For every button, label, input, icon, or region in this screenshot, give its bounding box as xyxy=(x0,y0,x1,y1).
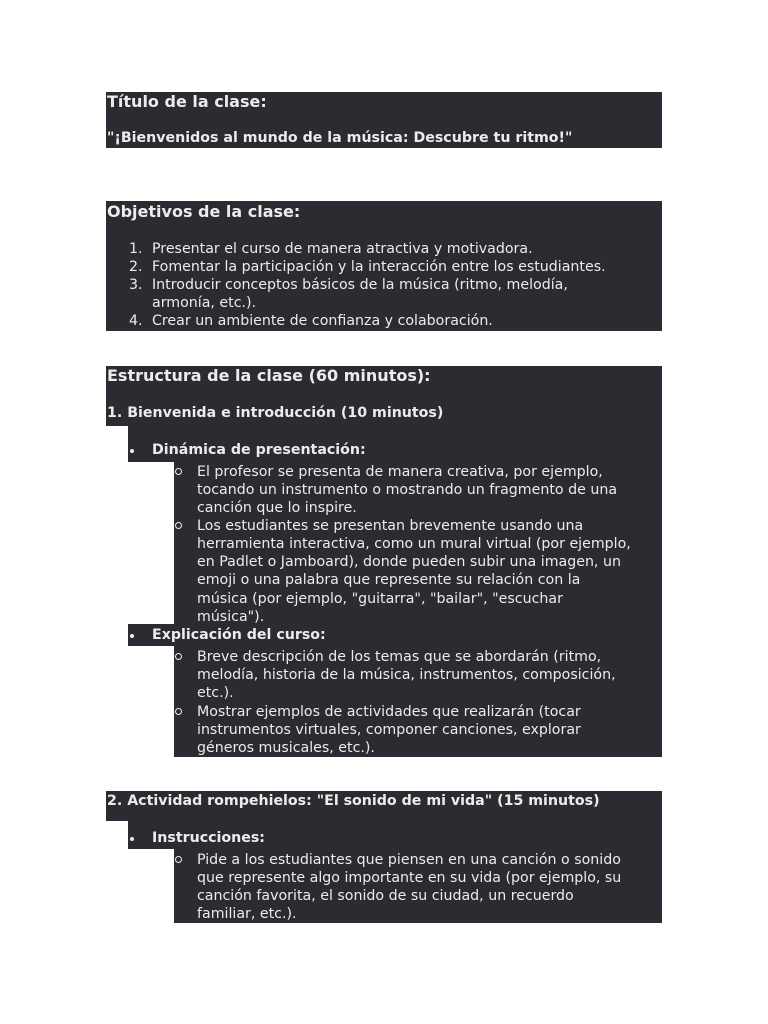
objective-number: 4. xyxy=(129,313,143,329)
part2-heading: 2. Actividad rompehielos: "El sonido de mi vida" (15 minutos) xyxy=(107,793,600,809)
bullet-icon xyxy=(130,449,134,453)
objective-item: Crear un ambiente de confianza y colaboración. xyxy=(152,313,493,329)
bullet-icon xyxy=(130,837,134,841)
circle-bullet-icon xyxy=(175,856,182,863)
sub-item-line: que represente algo importante en su vida (por ejemplo, su xyxy=(197,870,622,886)
sub-item-line: canción que lo inspire. xyxy=(197,500,357,516)
sub-item-line: tocando un instrumento o mostrando un fragmento de una xyxy=(197,482,618,498)
sub-item-line: música (por ejemplo, "guitarra", "bailar", "escuchar xyxy=(197,591,563,607)
bullet-label: Instrucciones: xyxy=(152,830,265,846)
sub-item-line: emoji o una palabra que represente su relación con la xyxy=(197,572,581,588)
sub-item-line: familiar, etc.). xyxy=(197,906,297,922)
sub-item-line: instrumentos virtuales, componer canciones, explorar xyxy=(197,722,581,738)
circle-bullet-icon xyxy=(175,468,182,475)
objective-item: Presentar el curso de manera atractiva y motivadora. xyxy=(152,241,533,257)
sub-item-line: en Padlet o Jamboard), donde pueden subir una imagen, un xyxy=(197,554,621,570)
sub-item-line: música"). xyxy=(197,609,265,625)
sub-item-line: canción favorita, el sonido de su ciudad, un recuerdo xyxy=(197,888,574,904)
sub-item-line: etc.). xyxy=(197,685,234,701)
sub-item-line: Mostrar ejemplos de actividades que realizarán (tocar xyxy=(197,704,581,720)
objective-item: Introducir conceptos básicos de la música (ritmo, melodía, xyxy=(152,277,568,293)
sub-item-line: herramienta interactiva, como un mural virtual (por ejemplo, xyxy=(197,536,631,552)
circle-bullet-icon xyxy=(175,522,182,529)
title-heading: Título de la clase: xyxy=(107,92,267,111)
structure-heading: Estructura de la clase (60 minutos): xyxy=(107,366,431,385)
objective-number: 3. xyxy=(129,277,143,293)
sub-item-line: géneros musicales, etc.). xyxy=(197,740,375,756)
objective-number: 2. xyxy=(129,259,143,275)
objective-item: Fomentar la participación y la interacción entre los estudiantes. xyxy=(152,259,606,275)
sub-item-line: Los estudiantes se presentan brevemente usando una xyxy=(197,518,584,534)
class-title: "¡Bienvenidos al mundo de la música: Descubre tu ritmo!" xyxy=(107,130,573,146)
circle-bullet-icon xyxy=(175,708,182,715)
part1-heading: 1. Bienvenida e introducción (10 minutos) xyxy=(107,405,444,421)
bullet-icon xyxy=(130,634,134,638)
sub-item-line: melodía, historia de la música, instrumentos, composición, xyxy=(197,667,616,683)
sub-item-line: El profesor se presenta de manera creativa, por ejemplo, xyxy=(197,464,603,480)
objectives-heading: Objetivos de la clase: xyxy=(107,202,301,221)
objective-item-continued: armonía, etc.). xyxy=(152,295,257,311)
bullet-label: Explicación del curso: xyxy=(152,627,326,643)
circle-bullet-icon xyxy=(175,653,182,660)
sub-item-line: Pide a los estudiantes que piensen en una canción o sonido xyxy=(197,852,621,868)
sub-item-line: Breve descripción de los temas que se abordarán (ritmo, xyxy=(197,649,602,665)
objective-number: 1. xyxy=(129,241,143,257)
bullet-label: Dinámica de presentación: xyxy=(152,442,366,458)
